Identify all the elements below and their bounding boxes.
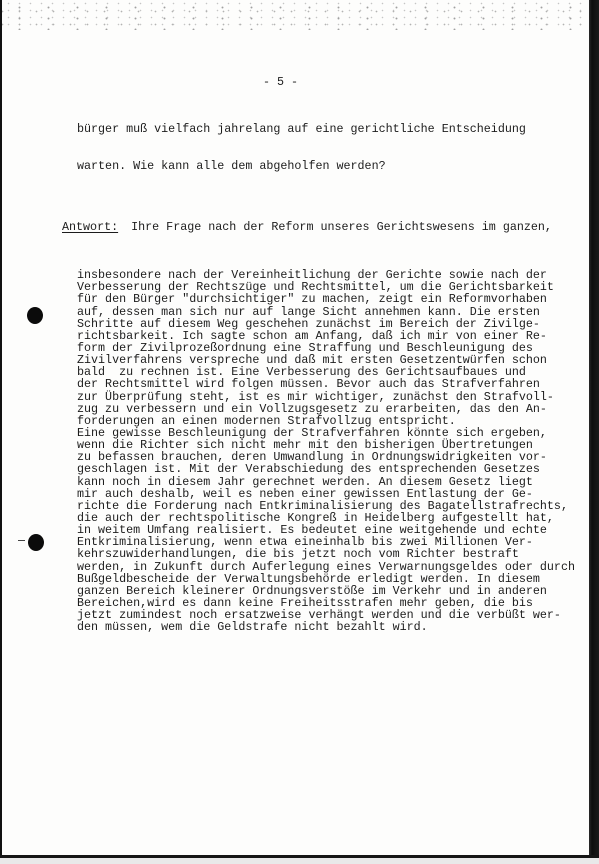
answer-line: Zivilverfahrens verspreche und daß mit ersten Gesetzentwürfen schon	[77, 353, 547, 368]
answer-line: für den Bürger "durchsichtiger" zu machen, zeigt ein Reformvorhaben	[77, 292, 547, 307]
answer-first-text: Ihre Frage nach der Reform unseres Gerichtswesens im ganzen,	[131, 219, 552, 234]
scan-noise	[2, 0, 589, 30]
answer-lines	[77, 269, 582, 633]
answer-line: mir auch deshalb, weil es neben einer gewissen Entlastung der Ge-	[77, 486, 533, 501]
answer-line: die auch der rechtspolitische Kongreß in Heidelberg aufgestellt hat,	[77, 510, 554, 525]
answer-line: werden, in Zukunft durch Auferlegung eines Verwarnungsgeldes oder durch	[77, 559, 575, 574]
answer-line: Verbesserung der Rechtszüge und Rechtsmittel, um die Gerichtsbarkeit	[77, 280, 554, 295]
answer-line: bald zu rechnen ist. Eine Verbesserung des Gerichtsaufbaues und	[77, 365, 526, 380]
punch-hole	[28, 534, 44, 551]
question-line: bürger muß vielfach jahrelang auf eine gerichtliche Entscheidung	[77, 122, 526, 137]
answer-line: kann noch in diesem Jahr gerechnet werden. An diesem Gesetz liegt	[77, 474, 533, 489]
scan-edge-right	[589, 0, 599, 864]
answer-label: Antwort:	[62, 219, 119, 234]
answer-line: zur Überprüfung steht, ist es mir wichtiger, zunächst den Strafvoll-	[77, 389, 554, 404]
answer-line: der Rechtsmittel wird folgen müssen. Bevor auch das Strafverfahren	[77, 377, 540, 392]
answer-line: kehrszuwiderhandlungen, die bis jetzt noch vom Richter bestraft	[77, 547, 519, 562]
punch-hole	[27, 307, 43, 324]
answer-line: Entkriminalisierung, wenn etwa eineinhalb bis zwei Millionen Ver-	[77, 535, 533, 550]
answer-line: wenn die Richter sich nicht mehr mit den bisherigen Übertretungen	[77, 438, 533, 453]
body-text	[62, 99, 582, 658]
answer-line: zug zu verbessern und ein Vollzugsgesetz zu erarbeiten, das den An-	[77, 401, 547, 416]
stray-mark	[18, 540, 25, 541]
answer-line: geschlagen ist. Mit der Verabschiedung des entsprechenden Gesetzes	[77, 462, 540, 477]
answer-line: Eine gewisse Beschleunigung der Strafverfahren könnte sich ergeben,	[77, 425, 547, 440]
answer-line: richtsbarkeit. Ich sagte schon am Anfang, daß ich mir von einer Re-	[77, 328, 547, 343]
answer-line: den müssen, wem die Geldstrafe nicht bezahlt wird.	[77, 620, 428, 635]
answer-line: forderungen an einen modernen Strafvollzug entspricht.	[77, 413, 456, 428]
scan-edge-left	[0, 0, 2, 864]
answer-line: auf, dessen man sich nur auf lange Sicht annehmen kann. Die ersten	[77, 304, 540, 319]
answer-line: Bußgeldbescheide der Verwaltungsbehörde erledigt werden. In diesem	[77, 571, 540, 586]
answer-line: zu befassen brauchen, deren Umwandlung in Ordnungswidrigkeiten vor-	[77, 450, 547, 465]
scan-bottom-strip	[0, 858, 599, 864]
answer-line: Bereichen,wird es dann keine Freiheitsstrafen mehr geben, die bis	[77, 595, 533, 610]
answer-line: insbesondere nach der Vereinheitlichung der Gerichte sowie nach der	[77, 268, 547, 283]
page-number: - 5 -	[263, 75, 299, 89]
answer-line: ganzen Bereich kleinerer Ordnungsverstöße im Verkehr und in anderen	[77, 583, 547, 598]
answer-line: richte die Forderung nach Entkriminalisierung des Bagatellstrafrechts,	[77, 498, 568, 513]
answer-line: Schritte auf diesem Weg geschehen zunächst im Bereich der Zivilge-	[77, 316, 540, 331]
answer-line: in weitem Umfang realisiert. Es bedeutet eine weitgehende und echte	[77, 523, 547, 538]
answer-line: jetzt zumindest noch ersatzweise verhängt werden und die verbüßt wer-	[77, 608, 561, 623]
question-line: warten. Wie kann alle dem abgeholfen werden?	[77, 158, 386, 173]
answer-line: form der Zivilprozeßordnung eine Straffung und Beschleunigung des	[77, 340, 533, 355]
answer-first-line	[62, 221, 582, 233]
